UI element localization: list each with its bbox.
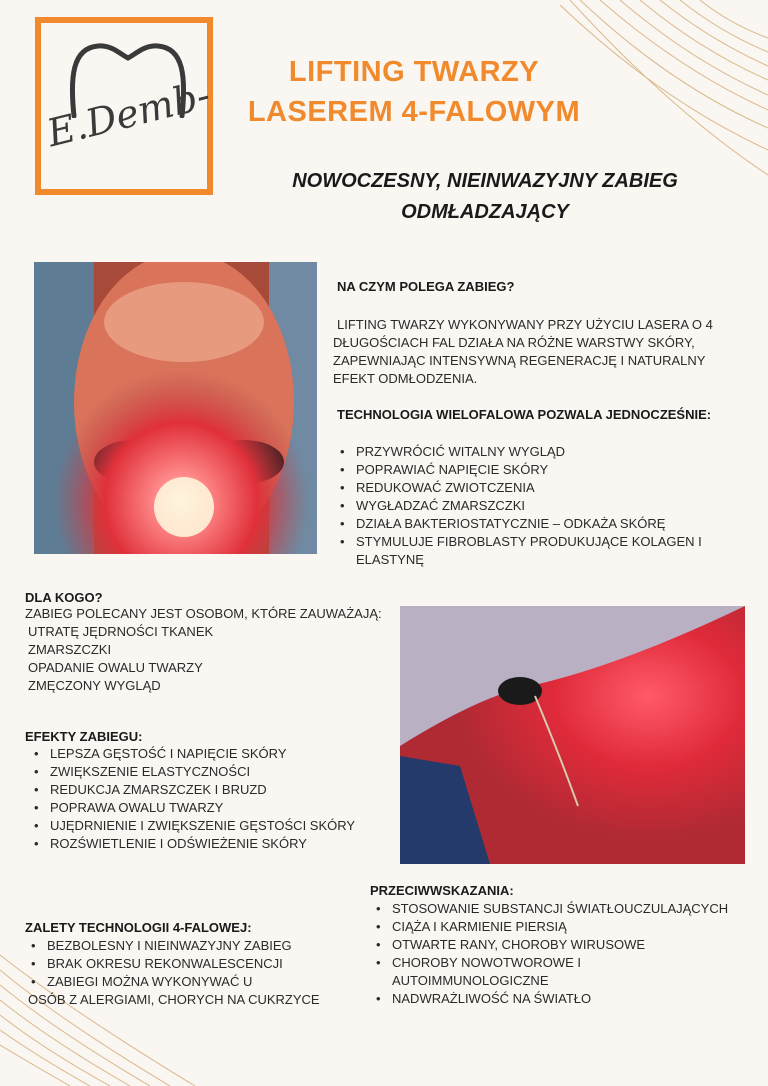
list-item: ZMĘCZONY WYGLĄD bbox=[28, 678, 161, 693]
list-item: UTRATĘ JĘDRNOŚCI TKANEK bbox=[28, 624, 214, 639]
list-item: OPADANIE OWALU TWARZY bbox=[28, 660, 203, 675]
list-item: • STOSOWANIE SUBSTANCJI ŚWIATŁOUCZULAJĄCYCH bbox=[370, 900, 760, 918]
subtitle-line1: NOWOCZESNY, NIEINWAZYJNY ZABIEG bbox=[292, 170, 678, 192]
list-item: • BEZBOLESNY I NIEINWAZYJNY ZABIEG bbox=[25, 937, 365, 955]
list-item: • PRZYWRÓCIĆ WITALNY WYGLĄD bbox=[334, 443, 754, 461]
list-item: • ZABIEGI MOŻNA WYKONYWAĆ U bbox=[25, 973, 365, 991]
logo-text: E.Demb- bbox=[42, 72, 215, 156]
what-description bbox=[333, 316, 753, 388]
contra-list bbox=[370, 900, 760, 1008]
what-line: DŁUGOŚCIACH FAL DZIAŁA NA RÓŻNE WARSTWY SKÓRY, bbox=[333, 335, 695, 350]
what-line: EFEKT ODMŁODZENIA. bbox=[333, 371, 478, 386]
list-item: • ZWIĘKSZENIE ELASTYCZNOŚCI bbox=[28, 763, 388, 781]
tech-heading: TECHNOLOGIA WIELOFALOWA POZWALA JEDNOCZEŚNIE: bbox=[337, 407, 712, 422]
list-item: • DZIAŁA BAKTERIOSTATYCZNIE – ODKAŻA SKÓRĘ bbox=[334, 515, 754, 533]
list-item: • CHOROBY NOWOTWOROWE I bbox=[370, 954, 760, 972]
list-item-continued: AUTOIMMUNOLOGICZNE bbox=[392, 973, 549, 988]
treatment-photo-neck bbox=[400, 606, 745, 864]
list-item: • REDUKCJA ZMARSZCZEK I BRUZD bbox=[28, 781, 388, 799]
list-item: • BRAK OKRESU REKONWALESCENCJI bbox=[25, 955, 365, 973]
who-list bbox=[28, 623, 213, 695]
advantages-list bbox=[25, 937, 365, 991]
subtitle-line2: ODMŁADZAJĄCY bbox=[401, 201, 569, 223]
list-item: • REDUKOWAĆ ZWIOTCZENIA bbox=[334, 479, 754, 497]
list-item: • UJĘDRNIENIE I ZWIĘKSZENIE GĘSTOŚCI SKÓRY bbox=[28, 817, 388, 835]
decorative-lines-top-right bbox=[560, 0, 768, 190]
list-item: ELASTYNĘ bbox=[356, 552, 424, 567]
treatment-photo-face bbox=[34, 262, 317, 554]
list-item: • LEPSZA GĘSTOŚĆ I NAPIĘCIE SKÓRY bbox=[28, 745, 388, 763]
who-intro: ZABIEG POLECANY JEST OSOBOM, KTÓRE ZAUWAŻAJĄ: bbox=[25, 606, 382, 621]
list-item: ZMARSZCZKI bbox=[28, 642, 112, 657]
list-item: • POPRAWA OWALU TWARZY bbox=[28, 799, 388, 817]
what-line: ZAPEWNIAJĄC INTENSYWNĄ REGENERACJĘ I NATURALNY bbox=[333, 353, 706, 368]
list-item: • CIĄŻA I KARMIENIE PIERSIĄ bbox=[370, 918, 760, 936]
what-line: LIFTING TWARZY WYKONYWANY PRZY UŻYCIU LASERA O 4 bbox=[337, 317, 713, 332]
effects-heading: EFEKTY ZABIEGU: bbox=[25, 729, 143, 744]
list-item: • ROZŚWIETLENIE I ODŚWIEŻENIE SKÓRY bbox=[28, 835, 388, 853]
effects-list bbox=[28, 745, 388, 853]
list-item: • WYGŁADZAĆ ZMARSZCZKI bbox=[334, 497, 754, 515]
contra-heading: PRZECIWWSKAZANIA: bbox=[370, 883, 514, 898]
page-title-line2: LASEREM 4-FALOWYM bbox=[247, 96, 581, 128]
advantages-tail: OSÓB Z ALERGIAMI, CHORYCH NA CUKRZYCE bbox=[28, 992, 320, 1007]
list-item: • NADWRAŻLIWOŚĆ NA ŚWIATŁO bbox=[370, 990, 760, 1008]
tech-list bbox=[334, 443, 754, 569]
what-heading: NA CZYM POLEGA ZABIEG? bbox=[337, 279, 515, 294]
list-item: • STYMULUJE FIBROBLASTY PRODUKUJĄCE KOLAGEN I bbox=[334, 533, 754, 551]
list-item: • OTWARTE RANY, CHOROBY WIRUSOWE bbox=[370, 936, 760, 954]
list-item: • POPRAWIAĆ NAPIĘCIE SKÓRY bbox=[334, 461, 754, 479]
who-heading: DLA KOGO? bbox=[25, 590, 103, 605]
advantages-heading: ZALETY TECHNOLOGII 4-FALOWEJ: bbox=[25, 920, 252, 935]
page-title-line1: LIFTING TWARZY bbox=[288, 56, 540, 88]
